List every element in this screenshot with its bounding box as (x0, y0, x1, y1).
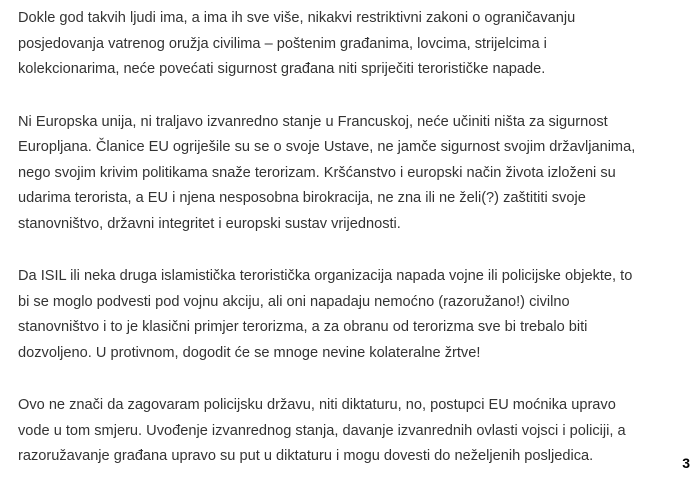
page-number: 3 (682, 455, 690, 471)
paragraph-line: vode u tom smjeru. Uvođenje izvanrednog stanja, davanje izvanrednih ovlasti vojsci i policiji, a (18, 422, 626, 439)
paragraph-1 (18, 6, 690, 83)
paragraph-line: Ovo ne znači da zagovaram policijsku državu, niti diktaturu, no, postupci EU moćnika upravo (18, 397, 616, 413)
paragraph-line: bi se moglo podvesti pod vojnu akciju, ali oni napadaju nemoćno (razoružano!) civilno (18, 293, 570, 310)
paragraph-line: posjedovanja vatrenog oružja civilima – poštenim građanima, lovcima, strijelcima i (18, 35, 547, 52)
article-body (18, 6, 690, 497)
paragraph-line: Ni Europska unija, ni traljavo izvanredno stanje u Francuskoj, neće učiniti ništa za sigurnost (18, 113, 608, 130)
paragraph-line: Europljana. Članice EU ogriješile su se o svoje Ustave, ne jamče sigurnost svojim državljanima, (18, 139, 636, 155)
paragraph-line: stanovništvo i to je klasični primjer terorizma, a za obranu od terorizma sve bi trebalo biti (18, 319, 588, 335)
paragraph-line: dozvoljeno. U protivnom, dogodit će se mnoge nevine kolateralne žrtve! (18, 344, 481, 361)
paragraph-line: kolekcionarima, neće povećati sigurnost građana niti spriječiti terorističke napade. (18, 61, 546, 77)
paragraph-line: Dokle god takvih ljudi ima, a ima ih sve više, nikakvi restriktivni zakoni o ograničavanju (18, 10, 576, 26)
paragraph-line: udarima terorista, a EU i njena nesposobna birokracija, ne zna ili ne želi(?) zaštititi svoje (18, 190, 586, 206)
paragraph-2 (18, 110, 690, 238)
paragraph-line: Da ISIL ili neka druga islamistička teroristička organizacija napada vojne ili policijske objekte, to (18, 268, 633, 284)
paragraph-line: stanovništvo, državni integritet i europski sustav vrijednosti. (18, 215, 401, 232)
paragraph-4 (18, 393, 690, 470)
paragraph-line: razoružavanje građana upravo su put u diktaturu i mogu dovesti do neželjenih posljedica. (18, 448, 594, 464)
paragraph-3 (18, 264, 690, 366)
paragraph-line: nego svojim krivim politikama snaže terorizam. Kršćanstvo i europski način života izloženi su (18, 164, 616, 181)
